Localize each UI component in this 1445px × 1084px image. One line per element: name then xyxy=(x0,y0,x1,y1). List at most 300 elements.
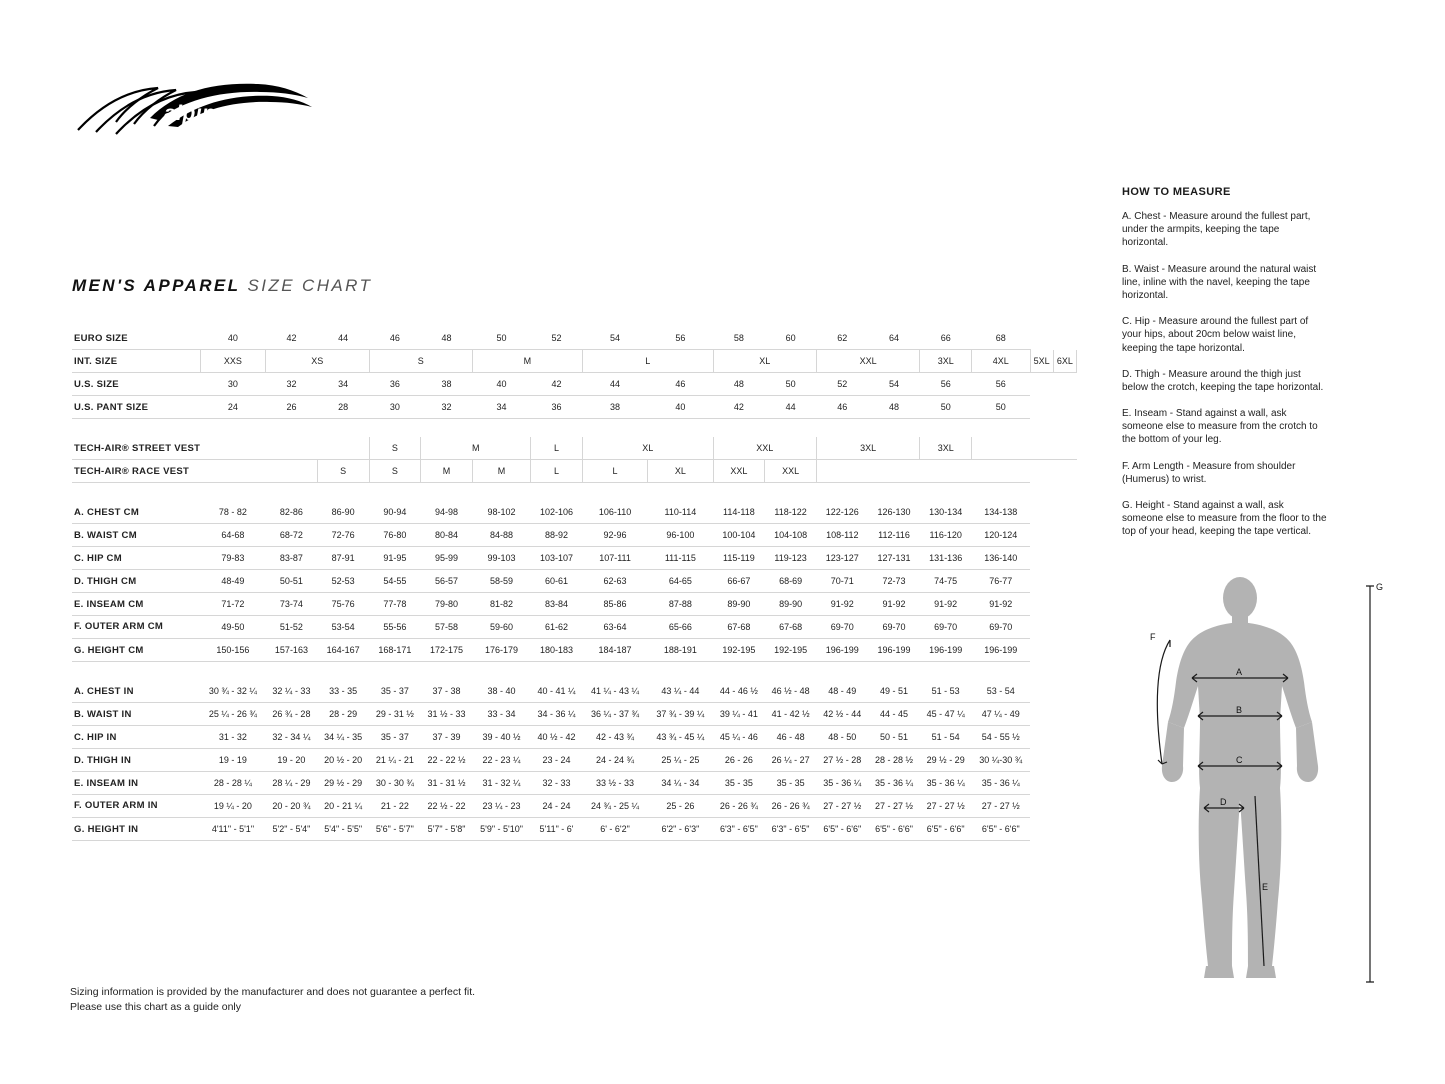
table-cell: 6'3" - 6'5" xyxy=(713,818,765,841)
table-cell: 35 - 36 ¼ xyxy=(868,772,920,795)
table-cell: 83-84 xyxy=(531,593,583,616)
table-cell: 32 xyxy=(421,396,473,419)
row-label: F. OUTER ARM IN xyxy=(72,795,200,818)
table-cell: 87-88 xyxy=(648,593,713,616)
table-cell: 91-92 xyxy=(868,593,920,616)
table-spacer xyxy=(72,662,1077,681)
table-cell: 6' - 6'2" xyxy=(582,818,647,841)
table-cell: 21 - 22 xyxy=(369,795,421,818)
table-cell: 27 - 27 ½ xyxy=(972,795,1031,818)
table-cell: 24 - 24 ¾ xyxy=(582,749,647,772)
table-cell: 19 ¼ - 20 xyxy=(200,795,265,818)
table-cell: 20 - 20 ¾ xyxy=(266,795,318,818)
row-label: D. THIGH CM xyxy=(72,570,200,593)
table-cell: 55-56 xyxy=(369,616,421,639)
table-cell: 74-75 xyxy=(920,570,972,593)
table-cell: 42 xyxy=(266,327,318,350)
table-row xyxy=(72,639,1077,662)
label-g: G xyxy=(1376,582,1384,592)
table-cell: 44 xyxy=(582,373,647,396)
table-cell: 54-55 xyxy=(369,570,421,593)
table-cell: XL xyxy=(582,437,713,460)
row-label: EURO SIZE xyxy=(72,327,200,350)
table-cell: 126-130 xyxy=(868,501,920,524)
table-cell: 51 - 54 xyxy=(920,726,972,749)
table-row xyxy=(72,703,1077,726)
page-title xyxy=(72,276,372,296)
table-cell: 48-49 xyxy=(200,570,265,593)
row-label: A. CHEST CM xyxy=(72,501,200,524)
spacer-cell xyxy=(72,483,1030,502)
table-cell: 91-95 xyxy=(369,547,421,570)
table-cell: 58 xyxy=(713,327,765,350)
table-cell: 50 xyxy=(920,396,972,419)
how-to-measure-item-g: G. Height - Stand against a wall, ask someone else to measure from the floor to the top of your head, keeping the tape vertical. xyxy=(1122,500,1327,538)
table-cell: 24 ¾ - 25 ¼ xyxy=(582,795,647,818)
how-to-measure-panel xyxy=(1122,186,1327,552)
table-cell: 35 - 36 ¼ xyxy=(920,772,972,795)
footer-line-2: Please use this chart as a guide only xyxy=(70,1001,242,1014)
table-row xyxy=(72,570,1077,593)
table-cell: 72-73 xyxy=(868,570,920,593)
table-cell: 32 - 34 ¼ xyxy=(266,726,318,749)
table-cell: 51-52 xyxy=(266,616,318,639)
table-cell: 75-76 xyxy=(317,593,369,616)
row-label: D. THIGH IN xyxy=(72,749,200,772)
table-cell: 168-171 xyxy=(369,639,421,662)
table-cell: 6XL xyxy=(1053,350,1076,373)
table-cell: 29 ½ - 29 xyxy=(920,749,972,772)
row-label: G. HEIGHT CM xyxy=(72,639,200,662)
table-cell: 57-58 xyxy=(421,616,473,639)
table-cell: 72-76 xyxy=(317,524,369,547)
table-cell: 60-61 xyxy=(531,570,583,593)
table-cell: 46 xyxy=(816,396,868,419)
table-cell: 95-99 xyxy=(421,547,473,570)
table-cell: 78 - 82 xyxy=(200,501,265,524)
alpinestars-logo xyxy=(72,78,322,140)
table-cell: 45 - 47 ¼ xyxy=(920,703,972,726)
table-row xyxy=(72,547,1077,570)
table-cell: 107-111 xyxy=(582,547,647,570)
table-row xyxy=(72,749,1077,772)
row-label: B. WAIST IN xyxy=(72,703,200,726)
table-cell: 196-199 xyxy=(920,639,972,662)
table-cell: 39 ¼ - 41 xyxy=(713,703,765,726)
table-cell: 49-50 xyxy=(200,616,265,639)
table-cell: 27 - 27 ½ xyxy=(920,795,972,818)
table-cell: 26 ¾ - 28 xyxy=(266,703,318,726)
table-cell: 40 - 41 ¼ xyxy=(531,680,583,703)
table-cell: 49 - 51 xyxy=(868,680,920,703)
table-cell: 35 - 35 xyxy=(713,772,765,795)
table-cell: 26 - 26 xyxy=(713,749,765,772)
how-to-measure-item-d: D. Thigh - Measure around the thigh just below the crotch, keeping the tape horizontal. xyxy=(1122,368,1324,393)
page-title-bold: MEN'S APPAREL xyxy=(72,276,241,295)
table-cell: 5'4" - 5'5" xyxy=(317,818,369,841)
row-label: C. HIP IN xyxy=(72,726,200,749)
table-cell: 32 xyxy=(266,373,318,396)
row-label: E. INSEAM IN xyxy=(72,772,200,795)
table-row xyxy=(72,593,1077,616)
table-cell: 31 - 32 xyxy=(200,726,265,749)
table-row xyxy=(72,437,1077,460)
table-cell: 66-67 xyxy=(713,570,765,593)
spacer-cell xyxy=(72,419,1030,438)
table-cell: 91-92 xyxy=(920,593,972,616)
table-cell: 22 - 22 ½ xyxy=(421,749,473,772)
table-cell: M xyxy=(472,460,530,483)
table-spacer xyxy=(72,483,1077,502)
table-cell: 31 ½ - 33 xyxy=(421,703,473,726)
table-cell: 34 ¼ - 35 xyxy=(317,726,369,749)
how-to-measure-heading: HOW TO MEASURE xyxy=(1122,186,1231,198)
table-cell xyxy=(200,437,369,460)
table-cell: 5'11" - 6' xyxy=(531,818,583,841)
table-cell: 40 xyxy=(472,373,530,396)
table-cell: L xyxy=(531,460,583,483)
table-cell xyxy=(200,460,317,483)
table-cell: 67-68 xyxy=(713,616,765,639)
table-cell: 32 - 33 xyxy=(531,772,583,795)
table-cell: 96-100 xyxy=(648,524,713,547)
table-cell: 35 - 37 xyxy=(369,726,421,749)
table-cell: 164-167 xyxy=(317,639,369,662)
row-label: INT. SIZE xyxy=(72,350,200,373)
table-cell: 33 ½ - 33 xyxy=(582,772,647,795)
logo-wordmark: alpinestars xyxy=(164,102,281,125)
table-cell: 35 - 36 ¼ xyxy=(972,772,1031,795)
table-cell: 23 - 24 xyxy=(531,749,583,772)
table-cell: 66 xyxy=(920,327,972,350)
table-cell: 44 xyxy=(317,327,369,350)
table-cell: 64 xyxy=(868,327,920,350)
table-row xyxy=(72,680,1077,703)
size-chart-body xyxy=(72,327,1077,841)
table-cell: 45 ¼ - 46 xyxy=(713,726,765,749)
table-cell: 3XL xyxy=(920,350,972,373)
table-cell: 40 xyxy=(200,327,265,350)
table-cell: M xyxy=(421,437,531,460)
table-cell: 60 xyxy=(765,327,817,350)
table-cell: 48 xyxy=(421,327,473,350)
table-cell: 62-63 xyxy=(582,570,647,593)
label-e: E xyxy=(1262,882,1269,892)
table-cell: 28 ¼ - 29 xyxy=(266,772,318,795)
table-cell: 30 xyxy=(200,373,265,396)
table-cell: 43 ¼ - 44 xyxy=(648,680,713,703)
table-cell: 123-127 xyxy=(816,547,868,570)
table-cell: 79-83 xyxy=(200,547,265,570)
table-cell: 63-64 xyxy=(582,616,647,639)
table-cell: 24 xyxy=(200,396,265,419)
table-cell: XXS xyxy=(200,350,265,373)
table-cell: 81-82 xyxy=(472,593,530,616)
table-cell xyxy=(972,437,1077,460)
table-cell: 34 - 36 ¼ xyxy=(531,703,583,726)
table-cell: 5XL xyxy=(1030,350,1053,373)
table-cell: XL xyxy=(648,460,713,483)
table-cell: 53-54 xyxy=(317,616,369,639)
body-diagram xyxy=(1122,570,1422,1000)
table-row xyxy=(72,726,1077,749)
table-cell: 85-86 xyxy=(582,593,647,616)
table-cell: 98-102 xyxy=(472,501,530,524)
table-cell: 157-163 xyxy=(266,639,318,662)
table-cell: 6'5" - 6'6" xyxy=(920,818,972,841)
table-cell: 54 xyxy=(582,327,647,350)
table-cell: 21 ¼ - 21 xyxy=(369,749,421,772)
table-cell: 28 xyxy=(317,396,369,419)
table-cell: 111-115 xyxy=(648,547,713,570)
table-cell: 172-175 xyxy=(421,639,473,662)
table-cell: 6'5" - 6'6" xyxy=(868,818,920,841)
table-cell: 42 - 43 ¾ xyxy=(582,726,647,749)
table-cell: 68-72 xyxy=(266,524,318,547)
table-cell: XXL xyxy=(713,460,765,483)
table-cell: 3XL xyxy=(816,437,919,460)
table-cell: 91-92 xyxy=(816,593,868,616)
table-row xyxy=(72,327,1077,350)
table-cell: 89-90 xyxy=(713,593,765,616)
table-cell: 51 - 53 xyxy=(920,680,972,703)
table-cell: 56 xyxy=(648,327,713,350)
table-cell: 122-126 xyxy=(816,501,868,524)
table-cell: 59-60 xyxy=(472,616,530,639)
table-cell: 62 xyxy=(816,327,868,350)
table-cell: 41 ¼ - 43 ¼ xyxy=(582,680,647,703)
table-cell: 37 - 39 xyxy=(421,726,473,749)
table-cell: 31 - 32 ¼ xyxy=(472,772,530,795)
table-cell: 26 - 26 ¾ xyxy=(713,795,765,818)
how-to-measure-item-e: E. Inseam - Stand against a wall, ask someone else to measure from the crotch to the bottom of your leg. xyxy=(1122,408,1318,446)
table-cell: 20 ½ - 20 xyxy=(317,749,369,772)
row-label: C. HIP CM xyxy=(72,547,200,570)
table-cell: 65-66 xyxy=(648,616,713,639)
table-cell: 79-80 xyxy=(421,593,473,616)
table-cell: 52 xyxy=(531,327,583,350)
table-cell: 102-106 xyxy=(531,501,583,524)
table-cell: 69-70 xyxy=(920,616,972,639)
table-cell: 90-94 xyxy=(369,501,421,524)
table-cell: 91-92 xyxy=(972,593,1031,616)
table-cell: 37 - 38 xyxy=(421,680,473,703)
table-cell: 54 xyxy=(868,373,920,396)
footer-line-1: Sizing information is provided by the manufacturer and does not guarantee a perfect fit. xyxy=(70,986,476,998)
table-cell: 26 - 26 ¾ xyxy=(765,795,817,818)
table-cell: 31 - 31 ½ xyxy=(421,772,473,795)
table-cell: 26 ¼ - 27 xyxy=(765,749,817,772)
table-cell: 64-68 xyxy=(200,524,265,547)
table-cell: 46 xyxy=(369,327,421,350)
table-cell: 28 - 28 ½ xyxy=(868,749,920,772)
table-cell: 83-87 xyxy=(266,547,318,570)
measurement-figure xyxy=(1122,570,1422,1000)
table-cell: 35 - 36 ¼ xyxy=(816,772,868,795)
table-cell: 36 ¼ - 37 ¾ xyxy=(582,703,647,726)
table-cell: 47 ¼ - 49 xyxy=(972,703,1031,726)
table-row xyxy=(72,772,1077,795)
table-cell: 192-195 xyxy=(765,639,817,662)
table-cell: 176-179 xyxy=(472,639,530,662)
table-cell: 24 - 24 xyxy=(531,795,583,818)
table-cell: 25 ¼ - 25 xyxy=(648,749,713,772)
table-cell: 134-138 xyxy=(972,501,1031,524)
table-row xyxy=(72,460,1077,483)
table-cell: 131-136 xyxy=(920,547,972,570)
body-silhouette xyxy=(1162,577,1318,978)
table-cell: 120-124 xyxy=(972,524,1031,547)
table-cell: L xyxy=(582,460,647,483)
table-cell: 35 - 37 xyxy=(369,680,421,703)
table-row xyxy=(72,396,1077,419)
table-cell: 58-59 xyxy=(472,570,530,593)
table-cell: 192-195 xyxy=(713,639,765,662)
table-cell: 69-70 xyxy=(972,616,1031,639)
row-label: U.S. SIZE xyxy=(72,373,200,396)
table-cell: 41 - 42 ½ xyxy=(765,703,817,726)
table-cell: 36 xyxy=(531,396,583,419)
table-cell: 23 ¼ - 23 xyxy=(472,795,530,818)
table-cell: 89-90 xyxy=(765,593,817,616)
row-label: A. CHEST IN xyxy=(72,680,200,703)
table-cell: 77-78 xyxy=(369,593,421,616)
table-cell: 56 xyxy=(972,373,1031,396)
table-cell: 46 ½ - 48 xyxy=(765,680,817,703)
how-to-measure-item-b: B. Waist - Measure around the natural waist line, inline with the navel, keeping the tape horizontal. xyxy=(1122,263,1317,301)
table-cell: 115-119 xyxy=(713,547,765,570)
table-cell: 88-92 xyxy=(531,524,583,547)
table-cell: 38 - 40 xyxy=(472,680,530,703)
table-cell: 94-98 xyxy=(421,501,473,524)
table-cell: 50 xyxy=(765,373,817,396)
table-cell: 3XL xyxy=(920,437,972,460)
table-cell: M xyxy=(472,350,582,373)
table-cell: 56 xyxy=(920,373,972,396)
label-a: A xyxy=(1236,667,1243,677)
table-cell: 196-199 xyxy=(868,639,920,662)
table-cell: 28 - 29 xyxy=(317,703,369,726)
table-cell: 71-72 xyxy=(200,593,265,616)
table-cell: XXL xyxy=(816,350,919,373)
table-cell: 106-110 xyxy=(582,501,647,524)
table-cell: 68-69 xyxy=(765,570,817,593)
table-cell: 38 xyxy=(582,396,647,419)
table-cell: 22 - 23 ¼ xyxy=(472,749,530,772)
table-cell: 27 - 27 ½ xyxy=(868,795,920,818)
table-cell: 27 ½ - 28 xyxy=(816,749,868,772)
table-cell: 116-120 xyxy=(920,524,972,547)
table-cell: 29 - 31 ½ xyxy=(369,703,421,726)
table-cell: 6'3" - 6'5" xyxy=(765,818,817,841)
table-row xyxy=(72,795,1077,818)
table-row xyxy=(72,350,1077,373)
table-cell: 40 ½ - 42 xyxy=(531,726,583,749)
table-cell: 5'6" - 5'7" xyxy=(369,818,421,841)
table-cell: 87-91 xyxy=(317,547,369,570)
row-label: TECH-AIR® RACE VEST xyxy=(72,460,200,483)
table-cell: 30 ¼-30 ¾ xyxy=(972,749,1031,772)
table-cell: 52-53 xyxy=(317,570,369,593)
label-f: F xyxy=(1150,632,1156,642)
table-cell: XXL xyxy=(713,437,816,460)
label-b: B xyxy=(1236,705,1243,715)
size-chart-table xyxy=(72,327,1077,841)
table-cell: 69-70 xyxy=(868,616,920,639)
table-cell: 184-187 xyxy=(582,639,647,662)
table-cell: 6'5" - 6'6" xyxy=(816,818,868,841)
table-cell: 50 xyxy=(472,327,530,350)
table-cell: 118-122 xyxy=(765,501,817,524)
table-cell: 188-191 xyxy=(648,639,713,662)
table-cell: 29 ½ - 29 xyxy=(317,772,369,795)
table-cell xyxy=(816,460,1030,483)
table-cell: 48 - 50 xyxy=(816,726,868,749)
row-label: F. OUTER ARM CM xyxy=(72,616,200,639)
how-to-measure-item-f: F. Arm Length - Measure from shoulder (Humerus) to wrist. xyxy=(1122,460,1296,485)
table-cell: XXL xyxy=(765,460,817,483)
table-row xyxy=(72,818,1077,841)
table-cell: 180-183 xyxy=(531,639,583,662)
table-cell: L xyxy=(582,350,713,373)
table-cell: 36 xyxy=(369,373,421,396)
how-to-measure-item-c: C. Hip - Measure around the fullest part of your hips, about 20cm below waist line, keeping the tape horizontal. xyxy=(1122,316,1309,354)
table-cell: 46 - 48 xyxy=(765,726,817,749)
table-cell: 92-96 xyxy=(582,524,647,547)
table-cell: 34 xyxy=(472,396,530,419)
label-d: D xyxy=(1220,797,1227,807)
table-cell: 70-71 xyxy=(816,570,868,593)
table-cell: 54 - 55 ½ xyxy=(972,726,1031,749)
table-cell: 32 ¼ - 33 xyxy=(266,680,318,703)
table-cell: 48 xyxy=(868,396,920,419)
table-cell: 53 - 54 xyxy=(972,680,1031,703)
table-cell: 28 - 28 ¼ xyxy=(200,772,265,795)
spacer-cell xyxy=(72,662,1030,681)
table-cell: 42 ½ - 44 xyxy=(816,703,868,726)
table-cell: 48 xyxy=(713,373,765,396)
table-cell: 69-70 xyxy=(816,616,868,639)
table-cell: 34 xyxy=(317,373,369,396)
table-cell: 64-65 xyxy=(648,570,713,593)
table-cell: 22 ½ - 22 xyxy=(421,795,473,818)
table-row xyxy=(72,501,1077,524)
table-cell: 30 xyxy=(369,396,421,419)
table-cell: 4XL xyxy=(972,350,1031,373)
table-cell: 20 - 21 ¼ xyxy=(317,795,369,818)
table-cell: 84-88 xyxy=(472,524,530,547)
how-to-measure-item-a: A. Chest - Measure around the fullest part, under the armpits, keeping the tape horizontal. xyxy=(1122,211,1311,249)
table-cell: 43 ¾ - 45 ¼ xyxy=(648,726,713,749)
table-cell: 80-84 xyxy=(421,524,473,547)
table-cell: 112-116 xyxy=(868,524,920,547)
table-cell: 37 ¾ - 39 ¼ xyxy=(648,703,713,726)
table-cell: 26 xyxy=(266,396,318,419)
table-cell: 50 - 51 xyxy=(868,726,920,749)
table-cell: 44 - 46 ½ xyxy=(713,680,765,703)
table-cell: 50 xyxy=(972,396,1031,419)
table-cell: L xyxy=(531,437,583,460)
table-cell: 108-112 xyxy=(816,524,868,547)
table-cell: S xyxy=(369,460,421,483)
table-cell: 25 ¼ - 26 ¾ xyxy=(200,703,265,726)
table-cell: 67-68 xyxy=(765,616,817,639)
table-cell: XS xyxy=(266,350,369,373)
table-cell: 82-86 xyxy=(266,501,318,524)
table-cell: 52 xyxy=(816,373,868,396)
table-cell: 68 xyxy=(972,327,1031,350)
table-cell: 50-51 xyxy=(266,570,318,593)
